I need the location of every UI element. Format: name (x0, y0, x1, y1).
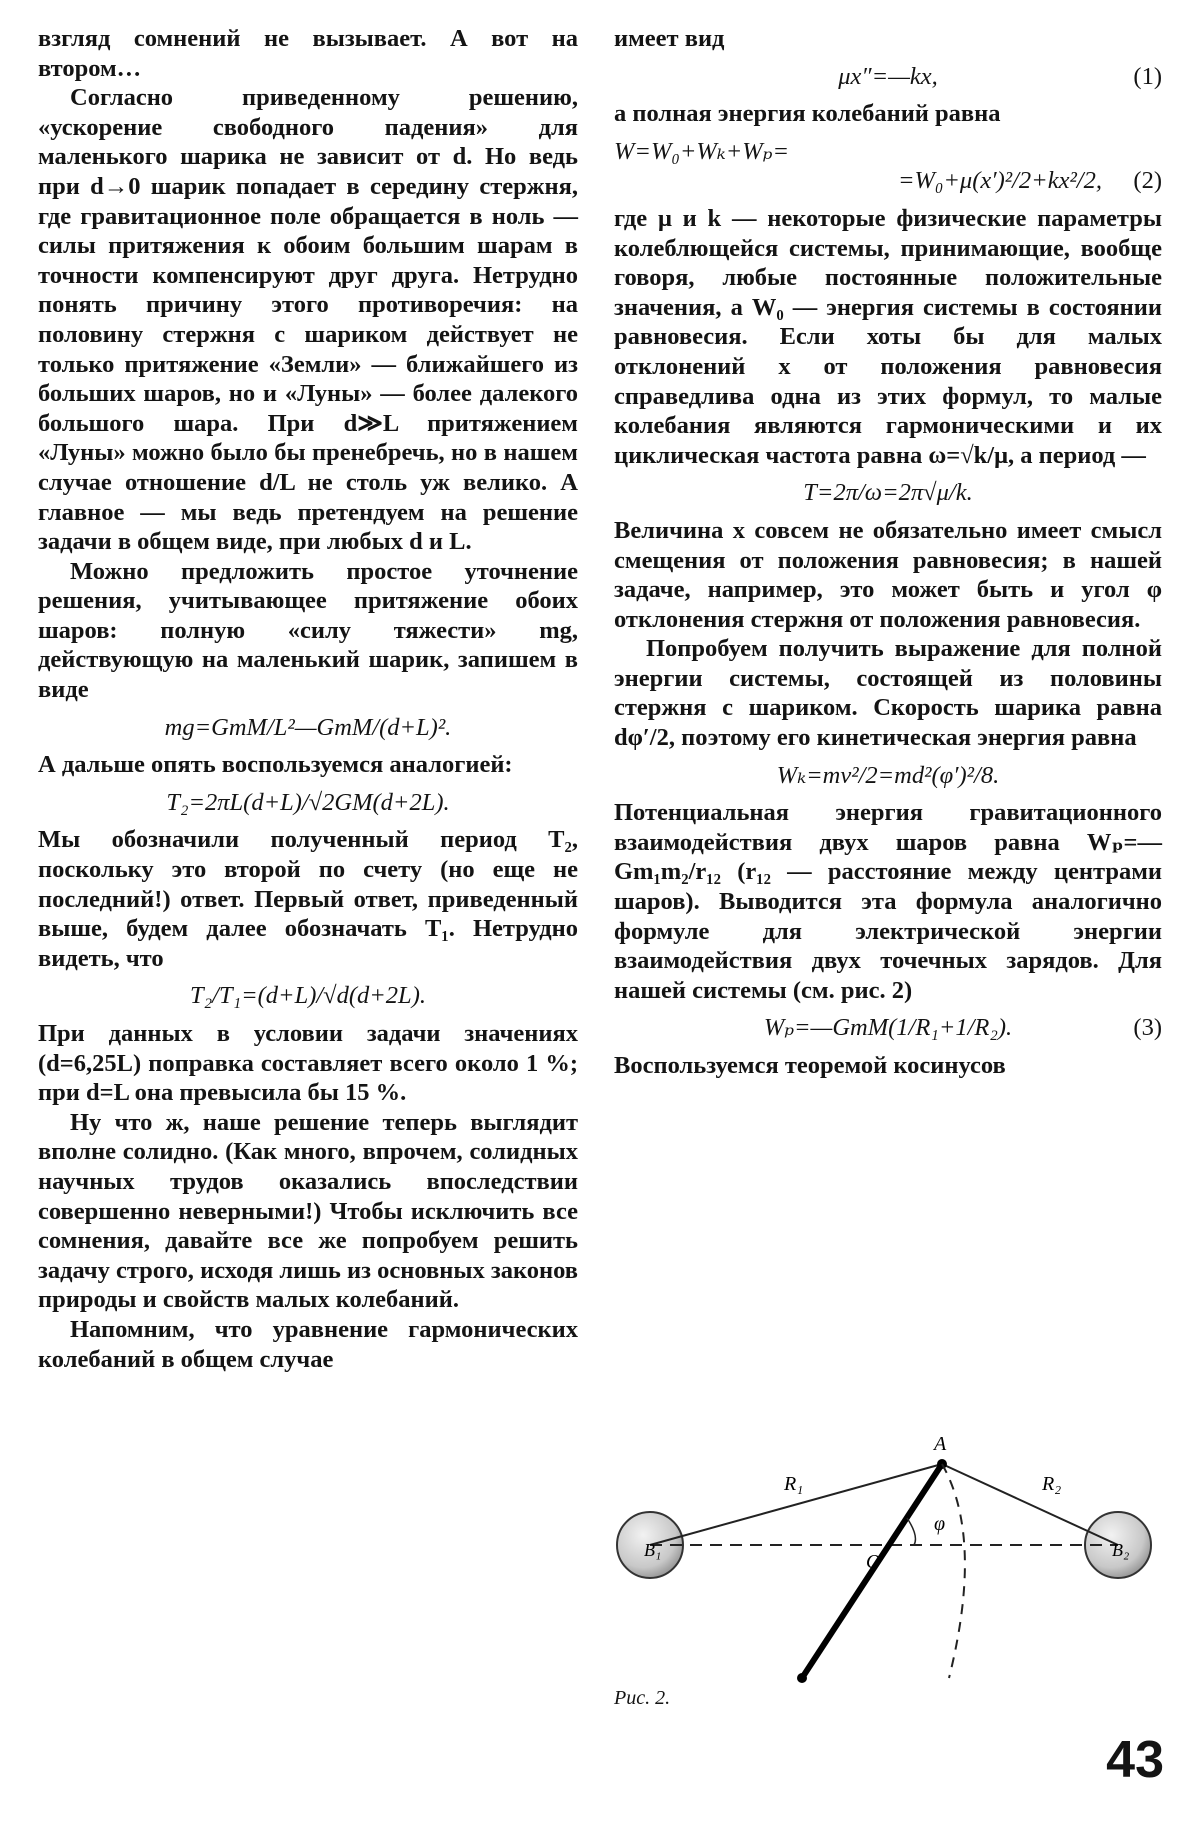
label-b1: B₁ (644, 1540, 662, 1560)
equation-number: (3) (1133, 1014, 1162, 1042)
paragraph: а полная энергия колебаний равна (614, 100, 1001, 128)
paragraph: взгляд сомнений не вызывает. А вот на втором… (38, 25, 578, 82)
arc-dashed (942, 1464, 965, 1678)
point-end (797, 1673, 807, 1683)
label-o: O (866, 1551, 881, 1573)
equation-1-body: μx″=—kx, (838, 62, 938, 90)
equation-2-line1: W=W₀+Wₖ+Wₚ= (614, 137, 790, 165)
paragraph: где μ и k — некоторые физические параметры колеблющейся системы, принимающие, вообще говоря, любые постоянные положительные значения, а W₀ — энергия системы в состоянии равновесия. Если хоты бы для малых отклонений x от положения равновесия справедлива одна из этих формул, то малые колебания являются гармоническими и их циклическая частота равна ω=√k/μ, а период — (614, 204, 1162, 469)
paragraph: Воспользуемся теоремой косинусов (614, 1052, 1006, 1079)
label-a: A (934, 1433, 947, 1455)
paragraph: При данных в условии задачи значениях (d=6,25L) поправка составляет всего около 1 %; при d=L она превысила бы 15 %. (38, 1020, 578, 1107)
equation-2-line2: =W₀+μ(x′)²/2+kx²/2, (897, 167, 1102, 195)
paragraph: Напомним, что уравнение гармонических колебаний в общем случае (38, 1315, 578, 1373)
equation-number: (2) (1133, 167, 1162, 195)
paragraph: Попробуем получить выражение для полной энергии системы, состоящей из половины стержня с шариком. Скорость шарика равна dφ′/2, поэтому его кинетическая энергия равна (614, 635, 1162, 752)
figure-2 (614, 1428, 1174, 1708)
equation-period: T=2π/ω=2π√μ/k. (803, 479, 973, 507)
right-column (614, 24, 1162, 1081)
label-phi: φ (934, 1513, 946, 1535)
equation-1 (614, 62, 1162, 92)
label-b2: B₂ (1112, 1540, 1130, 1560)
paragraph: А дальше опять воспользуемся аналогией: (38, 751, 513, 779)
equation-t2: T₂=2πL(d+L)/√2GM(d+2L). (166, 788, 450, 816)
paragraph: Ну что ж, наше решение теперь выглядит вполне солидно. (Как много, впрочем, солидных научных трудов оказались впоследствии совершенно неверными!) Чтобы исключить все сомнения, давайте все же попробуем решить задачу строго, исходя лишь из основных законов природы и свойств малых колебаний. (38, 1108, 578, 1314)
equation-3-body: Wₚ=—GmM(1/R₁+1/R₂). (763, 1014, 1013, 1042)
left-column (38, 24, 578, 1374)
figure-caption: Рис. 2. (614, 1687, 671, 1709)
paragraph: Потенциальная энергия гравитационного взаимодействия двух шаров равна Wₚ=—Gm₁m₂/r₁₂ (r₁₂ — расстояние между центрами шаров). Выводится эта формула аналогично формуле для электрической энергии взаимодействия двух точечных зарядов. Для нашей системы (см. рис. 2) (614, 799, 1162, 1004)
page-number: 43 (1106, 1731, 1164, 1789)
equation-t2-t1: T₂/T₁=(d+L)/√d(d+2L). (190, 982, 426, 1010)
paragraph: имеет вид (614, 25, 725, 52)
paragraph: Величина x совсем не обязательно имеет смысл смещения от положения равновесия; в нашей задаче, например, это может быть и угол φ отклонения стержня от положения равновесия. (614, 516, 1162, 633)
equation-3 (614, 1013, 1162, 1043)
equation-kinetic: Wₖ=mv²/2=md²(φ′)²/8. (776, 761, 1000, 789)
label-r2: R₂ (1042, 1473, 1062, 1495)
angle-arc (907, 1518, 915, 1545)
paragraph: Мы обозначили полученный период T₂, поскольку это второй по счету (но еще не последний!) ответ. Первый ответ, приведенный выше, будем далее обозначать T₁. Нетрудно видеть, что (38, 826, 578, 972)
equation-mg: mg=GmM/L²—GmM/(d+L)². (164, 713, 452, 741)
equation-2 (614, 166, 1162, 196)
label-r1: R₁ (784, 1473, 804, 1495)
equation-number: (1) (1133, 62, 1162, 90)
paragraph: Можно предложить простое уточнение решения, учитывающее притяжение обоих шаров: полную «силу тяжести» mg, действующую на маленький шарик, запишем в виде (38, 557, 578, 704)
paragraph: Согласно приведенному решению, «ускорение свободного падения» для маленького шарика не зависит от d. Но ведь при d→0 шарик попадает в середину стержня, где гравитационное поле обращается в ноль — силы притяжения к обоим большим шарам в точности компенсируют друг друга. Нетрудно понять причину этого противоречия: на половину стержня с шариком действует не только притяжение «Земли» — ближайшего из больших шаров, но и «Луны» — более далекого большого шара. При d≫L притяжением «Луны» можно было бы пренебречь, но в нашем случае отношение d/L не столь уж велико. А главное — мы ведь претендуем на решение задачи в общем виде, при любых d и L. (38, 84, 578, 556)
line-r2 (942, 1464, 1118, 1545)
